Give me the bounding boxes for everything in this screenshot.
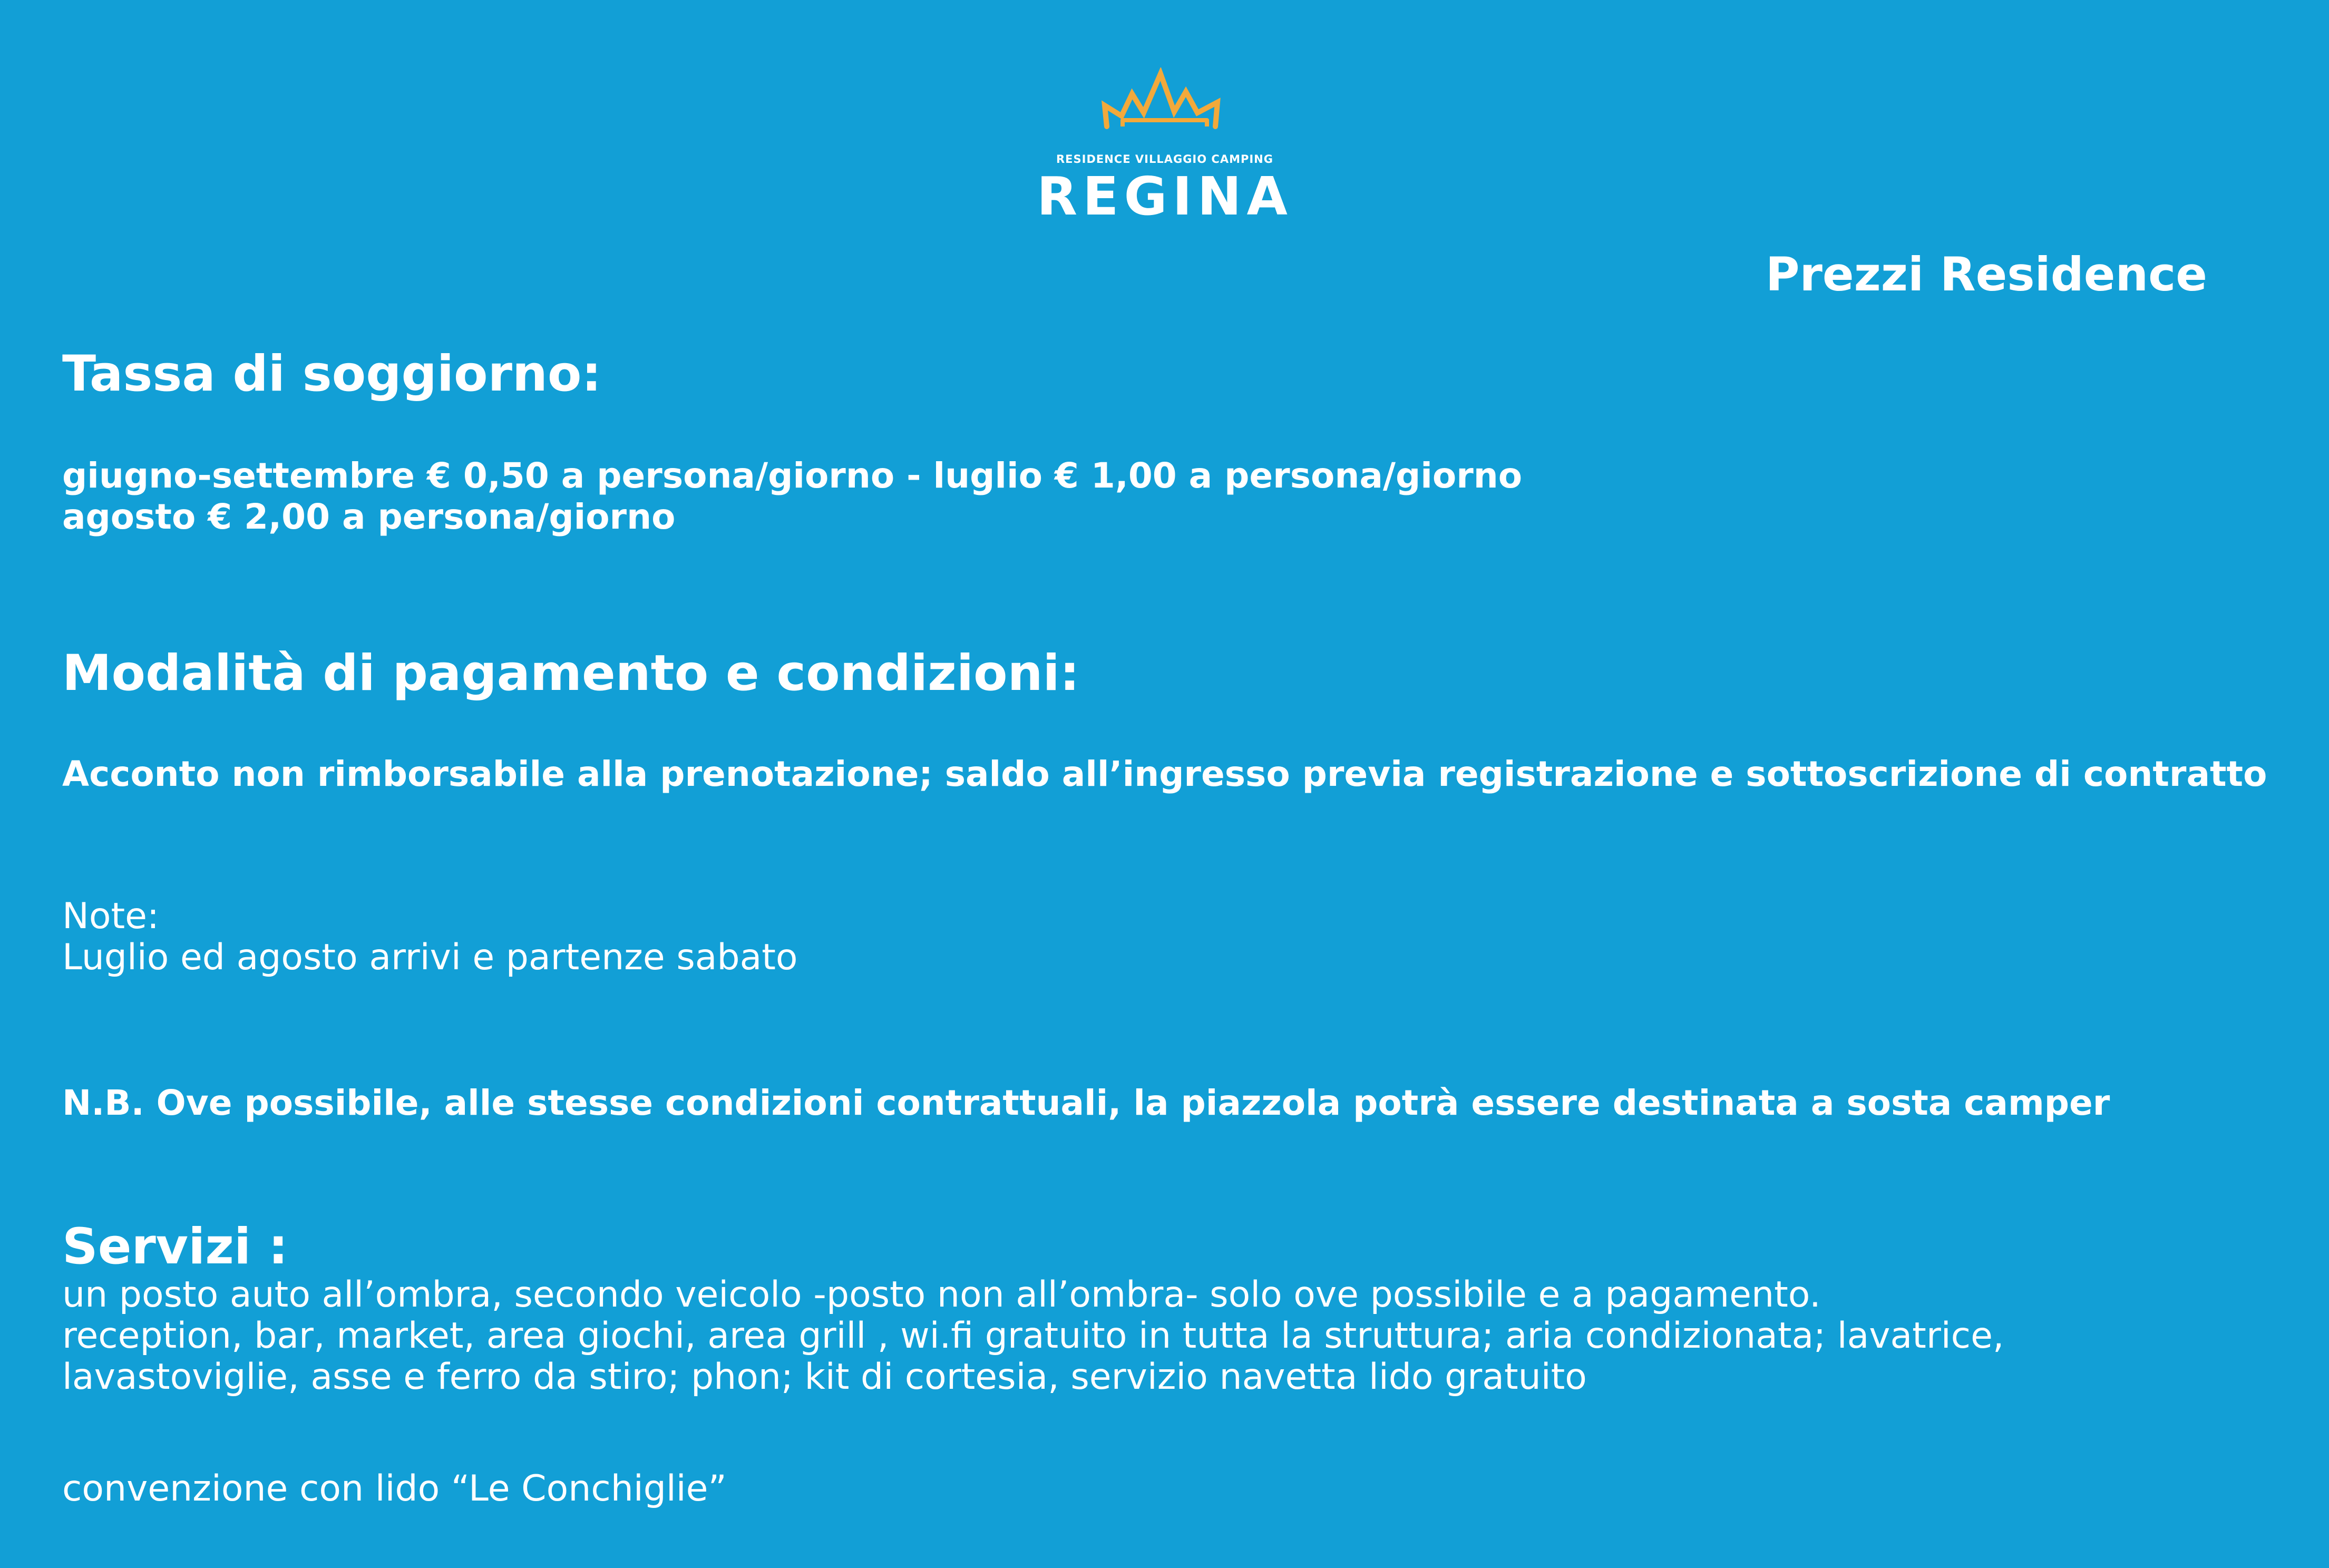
page-title: Prezzi Residence — [1766, 247, 2207, 301]
convenzione-text: convenzione con lido “Le Conchiglie” — [62, 1468, 727, 1509]
pagamento-title: Modalità di pagamento e condizioni: — [62, 645, 1080, 702]
servizi-line-2: reception, bar, market, area giochi, area grill , wi.fi gratuito in tutta la struttura; aria condizionata; lavatrice, — [62, 1315, 2004, 1357]
pagamento-text: Acconto non rimborsabile alla prenotazione; saldo all’ingresso previa registrazione e sottoscrizione di contratto — [62, 754, 2267, 794]
tassa-title: Tassa di soggiorno: — [62, 345, 602, 403]
servizi-line-1: un posto auto all’ombra, secondo veicolo -posto non all’ombra- solo ove possibile e a pagamento. — [62, 1274, 1821, 1316]
logo-name: REGINA — [1037, 165, 1293, 227]
logo — [991, 67, 1339, 226]
tassa-line-1: giugno-settembre € 0,50 a persona/giorno - luglio € 1,00 a persona/giorno — [62, 455, 1523, 496]
nb-text: N.B. Ove possibile, alle stesse condizioni contrattuali, la piazzola potrà essere destinata a sosta camper — [62, 1083, 2110, 1123]
note-text: Luglio ed agosto arrivi e partenze sabato — [62, 937, 798, 978]
tassa-line-2: agosto € 2,00 a persona/giorno — [62, 496, 676, 537]
crown-icon — [991, 67, 1339, 147]
logo-subtitle: RESIDENCE VILLAGGIO CAMPING — [1056, 153, 1273, 165]
note-label: Note: — [62, 895, 159, 937]
servizi-line-3: lavastoviglie, asse e ferro da stiro; phon; kit di cortesia, servizio navetta lido gratuito — [62, 1356, 1587, 1398]
servizi-title: Servizi : — [62, 1218, 288, 1275]
